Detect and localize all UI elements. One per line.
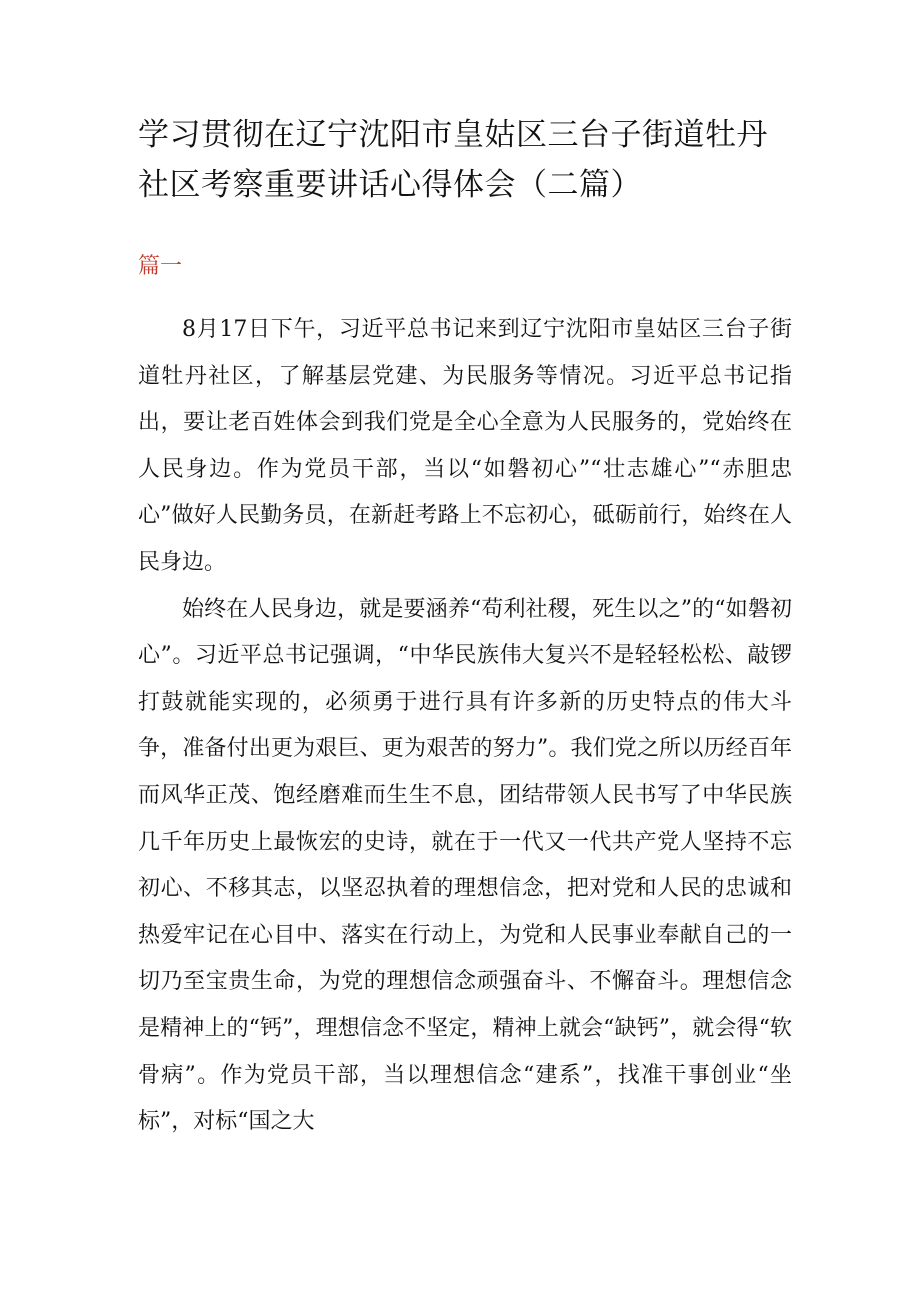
section-label: 篇一: [138, 254, 183, 279]
body-text: [138, 307, 792, 1146]
paragraph-1: 8月17日下午，习近平总书记来到辽宁沈阳市皇姑区三台子街道牡丹社区，了解基层党建、为民服务等情况。习近平总书记指出，要让老百姓体会到我们党是全心全意为人民服务的，党始终在人民身边。作为党员干部，当以“如磐初心”“壮志雄心”“赤胆忠心”做好人民勤务员，在新赶考路上不忘初心，砥砺前行，始终在人民身边。: [138, 317, 792, 575]
paragraph-2: 始终在人民身边，就是要涵养“苟利社稷，死生以之”的“如磐初心”。习近平总书记强调，“中华民族伟大复兴不是轻轻松松、敲锣打鼓就能实现的，必须勇于进行具有许多新的历史特点的伟大斗争，准备付出更为艰巨、更为艰苦的努力”。我们党之所以历经百年而风华正茂、饱经磨难而生生不息，团结带领人民书写了中华民族几千年历史上最恢宏的史诗，就在于一代又一代共产党人坚持不忘初心、不移其志，以坚忍执着的理想信念，把对党和人民的忠诚和热爱牢记在心目中、落实在行动上，为党和人民事业奉献自己的一切乃至宝贵生命，为党的理想信念顽强奋斗、不懈奋斗。理想信念是精神上的“钙”，理想信念不坚定，精神上就会“缺钙”，就会得“软骨病”。作为党员干部，当以理想信念“建系”，找准干事创业“坐标”，对标“国之大: [138, 596, 792, 1135]
document-title: 学习贯彻在辽宁沈阳市皇姑区三台子街道牡丹社区考察重要讲话心得体会（二篇）: [138, 117, 768, 203]
